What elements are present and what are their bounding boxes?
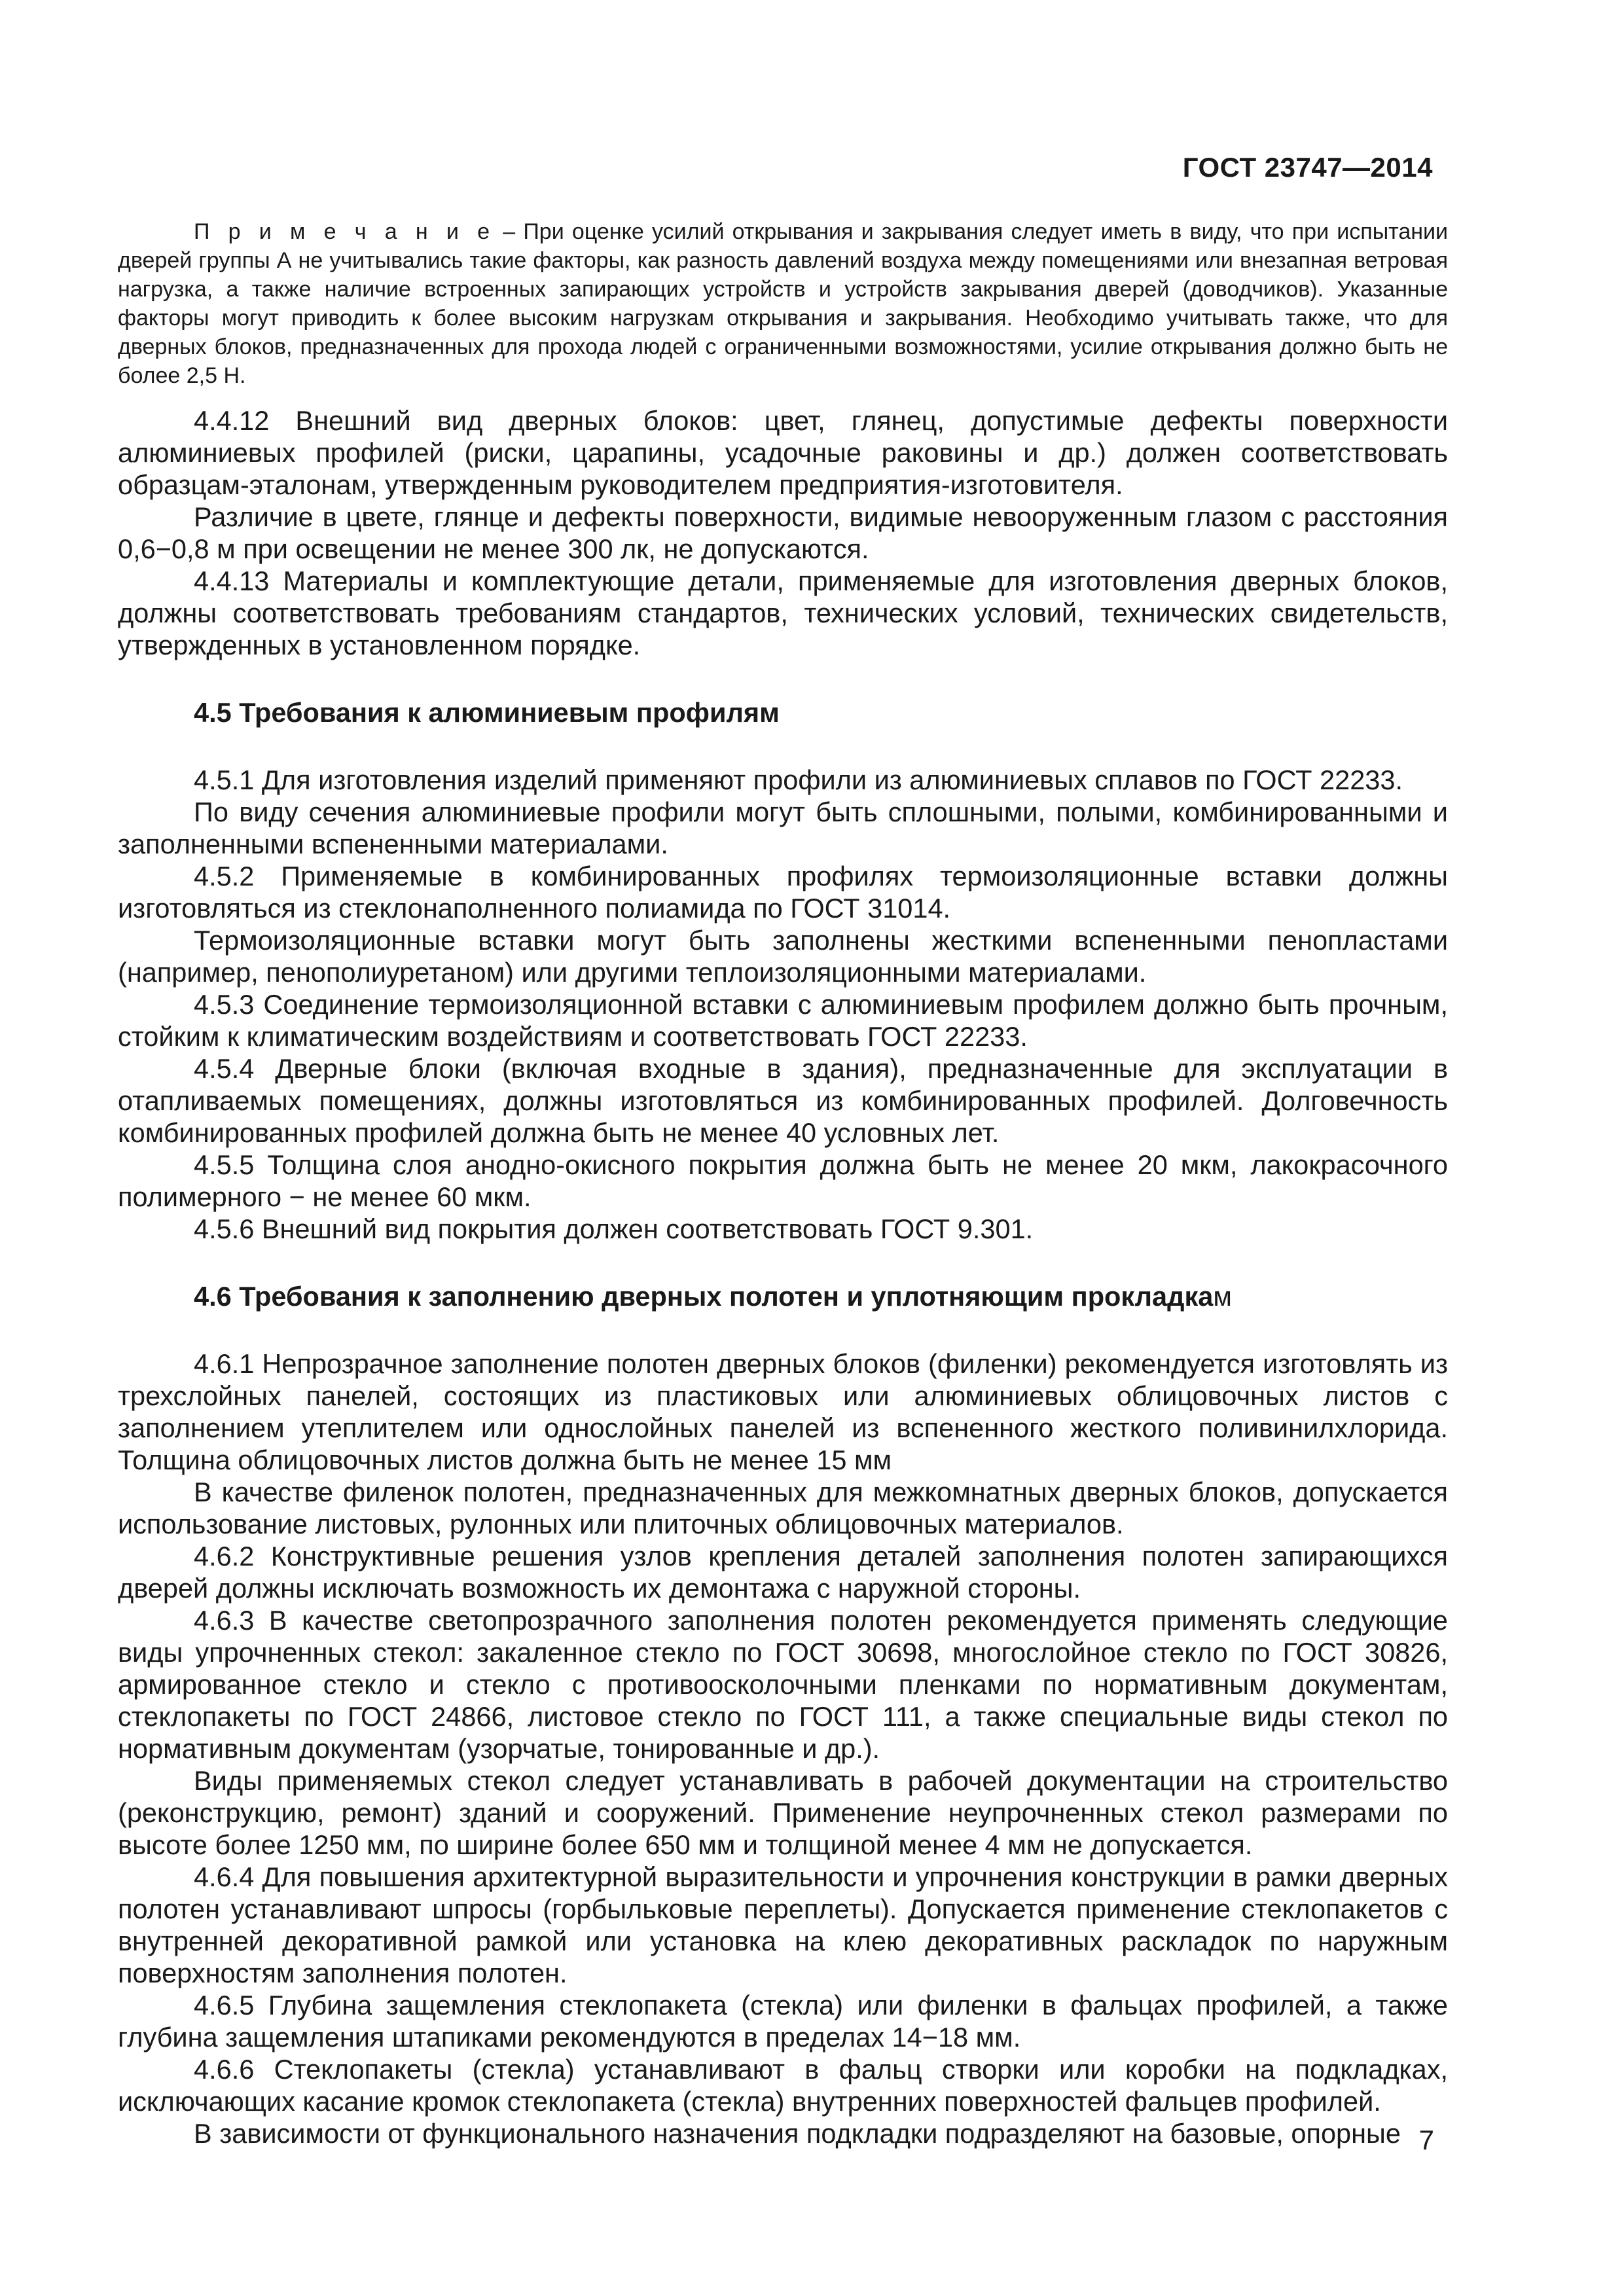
paragraph-4-6-1: 4.6.1 Непрозрачное заполнение полотен дверных блоков (филенки) рекомендуется изготовлять из трехслойных панелей, состоящих из пластиковых или алюминиевых облицовочных листов с заполнением утеплителем или однослойных панелей из вспененного жесткого поливинилхлорида. Толщина облицовочных листов должна быть не менее 15 мм (118, 1348, 1448, 1475)
paragraph-thermal-inserts: Термоизоляционные вставки могут быть заполнены жесткими вспененными пенопластами (например, пенополиуретаном) или другими теплоизоляционными материалами. (118, 925, 1448, 988)
paragraph-4-4-12: 4.4.12 Внешний вид дверных блоков: цвет, глянец, допустимые дефекты поверхности алюминиевых профилей (риски, царапины, усадочные раковины и др.) должен соответствовать образцам-эталонам, утвержденным руководителем предприятия-изготовителя. (118, 405, 1448, 500)
paragraph-4-5-4: 4.5.4 Дверные блоки (включая входные в здания), предназначенные для эксплуатации в отапливаемых помещениях, должны изготовляться из комбинированных профилей. Долговечность комбинированных профилей должна быть не менее 40 условных лет. (118, 1053, 1448, 1148)
paragraph-panel-materials: В качестве филенок полотен, предназначенных для межкомнатных дверных блоков, допускается использование листовых, рулонных или плиточных облицовочных материалов. (118, 1477, 1448, 1539)
section-heading-4-6 (194, 1280, 1448, 1312)
section-heading-4-6-bold: 4.6 Требования к заполнению дверных полотен и уплотняющим прокладка (194, 1281, 1214, 1312)
paragraph-profile-types: По виду сечения алюминиевые профили могут быть сплошными, полыми, комбинированными и заполненными вспененными материалами. (118, 797, 1448, 859)
paragraph-4-5-6: 4.5.6 Внешний вид покрытия должен соответствовать ГОСТ 9.301. (194, 1213, 1034, 1244)
section-heading-4-6-tail: м (1213, 1281, 1232, 1312)
page-number: 7 (1418, 2125, 1434, 2155)
paragraph-4-6-5: 4.6.5 Глубина защемления стеклопакета (стекла) или филенки в фальцах профилей, а также глубина защемления штапиками рекомендуются в пределах 14−18 мм. (118, 1990, 1448, 2053)
paragraph-4-6-2: 4.6.2 Конструктивные решения узлов крепления деталей заполнения полотен запирающихся дверей должны исключать возможность их демонтажа с наружной стороны. (118, 1541, 1448, 1604)
document-header-id: ГОСТ 23747—2014 (1182, 152, 1433, 183)
page-content (118, 217, 1448, 2149)
paragraph-4-5-1: 4.5.1 Для изготовления изделий применяют профили из алюминиевых сплавов по ГОСТ 22233. (194, 764, 1403, 795)
paragraph-4-4-13: 4.4.13 Материалы и комплектующие детали, применяемые для изготовления дверных блоков, должны соответствовать требованиям стандартов, технических условий, технических свидетельств, утвержденных в установленном порядке. (118, 565, 1448, 660)
paragraph-4-6-6: 4.6.6 Стеклопакеты (стекла) устанавливают в фальц створки или коробки на подкладках, исключающих касание кромок стеклопакета (стекла) внутренних поверхностей фальцев профилей. (118, 2054, 1448, 2117)
note-text: – При оценке усилий открывания и закрывания следует иметь в виду, что при испытании дверей группы А не учитывались такие факторы, как разность давлений воздуха между помещениями или внезапная ветровая нагрузка, а также наличие встроенных запирающих устройств и устройств закрывания дверей (доводчиков). Указанные факторы могут приводить к более высоким нагрузкам открывания и закрывания. Необходимо учитывать также, что для дверных блоков, предназначенных для прохода людей с ограниченными возможностями, усилие открывания должно быть не более 2,5 Н. (118, 219, 1448, 388)
paragraph-color-difference: Различие в цвете, глянце и дефекты поверхности, видимые невооруженным глазом с расстояния 0,6−0,8 м при освещении не менее 300 лк, не допускаются. (118, 501, 1448, 564)
paragraph-4-6-3: 4.6.3 В качестве светопрозрачного заполнения полотен рекомендуется применять следующие виды упрочненных стекол: закаленное стекло по ГОСТ 30698, многослойное стекло по ГОСТ 30826, армированное стекло и стекло с противоосколочными пленками по нормативным документам, стеклопакеты по ГОСТ 24866, листовое стекло по ГОСТ 111, а также специальные виды стекол по нормативным документам (узорчатые, тонированные и др.). (118, 1605, 1448, 1764)
paragraph-4-5-5: 4.5.5 Толщина слоя анодно-окисного покрытия должна быть не менее 20 мкм, лакокрасочного полимерного − не менее 60 мкм. (118, 1149, 1448, 1212)
paragraph-4-6-4: 4.6.4 Для повышения архитектурной выразительности и упрочнения конструкции в рамки дверных полотен устанавливают шпросы (горбыльковые переплеты). Допускается применение стеклопакетов с внутренней декоративной рамкой или установка на клею декоративных раскладок по наружным поверхностям заполнения полотен. (118, 1861, 1448, 1988)
note-paragraph (118, 217, 1448, 390)
paragraph-4-5-3: 4.5.3 Соединение термоизоляционной вставки с алюминиевым профилем должно быть прочным, стойким к климатическим воздействиям и соответствовать ГОСТ 22233. (118, 989, 1448, 1052)
paragraph-glass-types: Виды применяемых стекол следует устанавливать в рабочей документации на строительство (реконструкцию, ремонт) зданий и сооружений. Применение неупрочненных стекол размерами по высоте более 1250 мм, по ширине более 650 мм и толщиной менее 4 мм не допускается. (118, 1765, 1448, 1860)
paragraph-4-5-2: 4.5.2 Применяемые в комбинированных профилях термоизоляционные вставки должны изготовляться из стеклонаполненного полиамида по ГОСТ 31014. (118, 861, 1448, 924)
section-heading-4-5: 4.5 Требования к алюминиевым профилям (194, 697, 780, 728)
note-label: П р и м е ч а н и е (194, 219, 495, 244)
paragraph-spacer-types: В зависимости от функционального назначения подкладки подразделяют на базовые, опорные (194, 2118, 1401, 2149)
